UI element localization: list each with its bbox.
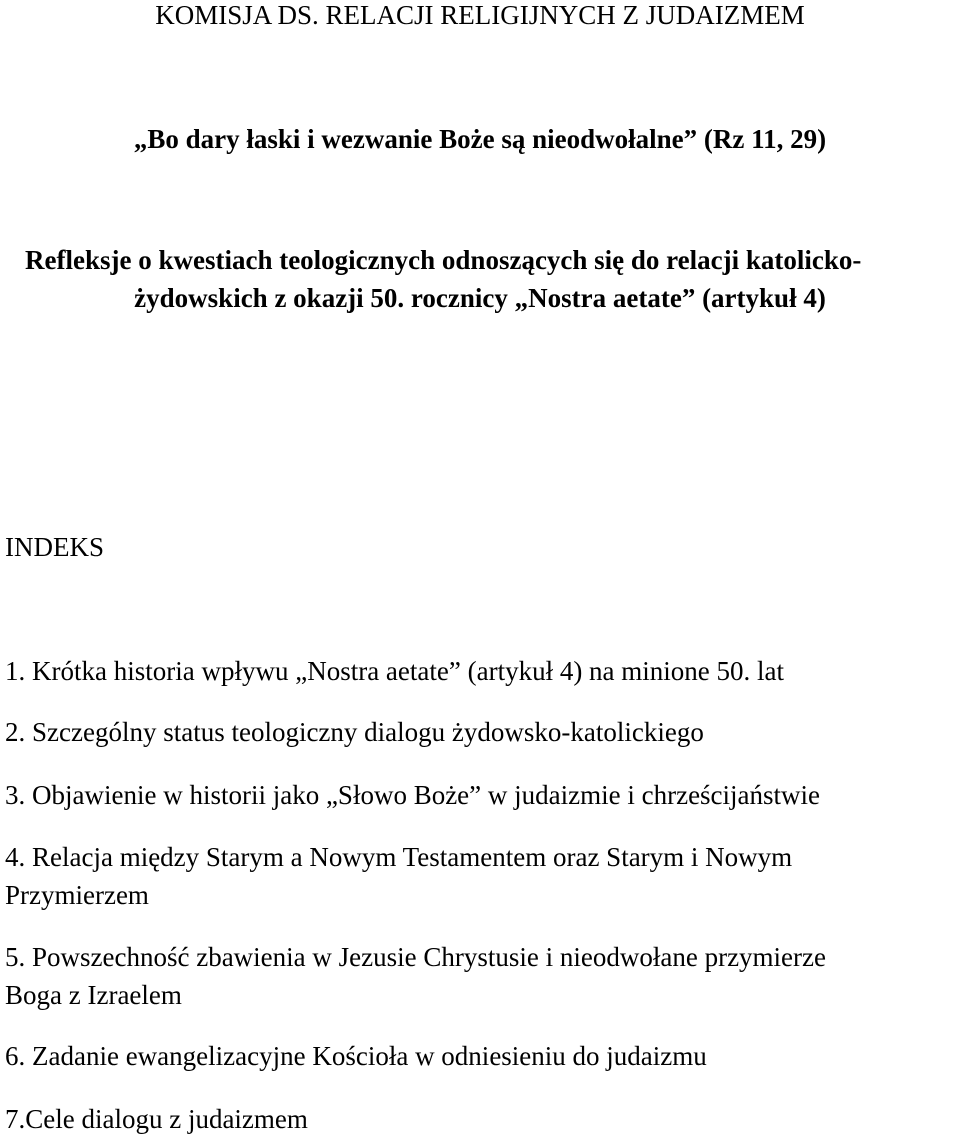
index-item-5-line-1: 5. Powszechność zbawienia w Jezusie Chrystusie i nieodwołane przymierze — [5, 942, 826, 972]
index-item-1-line-1: 1. Krótka historia wpływu „Nostra aetate” (artykuł 4) na minione 50. lat — [5, 656, 785, 686]
index-item-3-line-1: 3. Objawienie w historii jako „Słowo Boże” w judaizmie i chrześcijaństwie — [5, 780, 821, 810]
document-subtitle-line-2: żydowskich z okazji 50. rocznicy „Nostra aetate” (artykuł 4) — [134, 283, 826, 313]
index-item-3 — [5, 776, 820, 814]
index-item-5-line-2: Boga z Izraelem — [5, 980, 182, 1010]
index-item-1 — [5, 652, 784, 690]
index-item-4-line-1: 4. Relacja między Starym a Nowym Testamentem oraz Starym i Nowym — [5, 842, 793, 872]
index-item-7 — [5, 1100, 308, 1138]
index-item-6-line-1: 6. Zadanie ewangelizacyjne Kościoła w odniesieniu do judaizmu — [5, 1041, 707, 1071]
index-item-6 — [5, 1037, 707, 1075]
document-title: „Bo dary łaski i wezwanie Boże są nieodwołalne” (Rz 11, 29) — [133, 124, 827, 154]
index-heading: INDEKS — [5, 532, 104, 562]
index-item-4-line-2: Przymierzem — [5, 880, 149, 910]
index-item-7-line-1: 7.Cele dialogu z judaizmem — [5, 1104, 308, 1134]
document-header: KOMISJA DS. RELACJI RELIGIJNYCH Z JUDAIZMEM — [155, 0, 805, 30]
index-item-2 — [5, 713, 704, 751]
index-item-5 — [5, 938, 826, 1014]
index-item-2-line-1: 2. Szczególny status teologiczny dialogu żydowsko-katolickiego — [5, 717, 704, 747]
index-item-4 — [5, 838, 792, 914]
document-subtitle-line-1: Refleksje o kwestiach teologicznych odnoszących się do relacji katolicko- — [25, 245, 862, 275]
